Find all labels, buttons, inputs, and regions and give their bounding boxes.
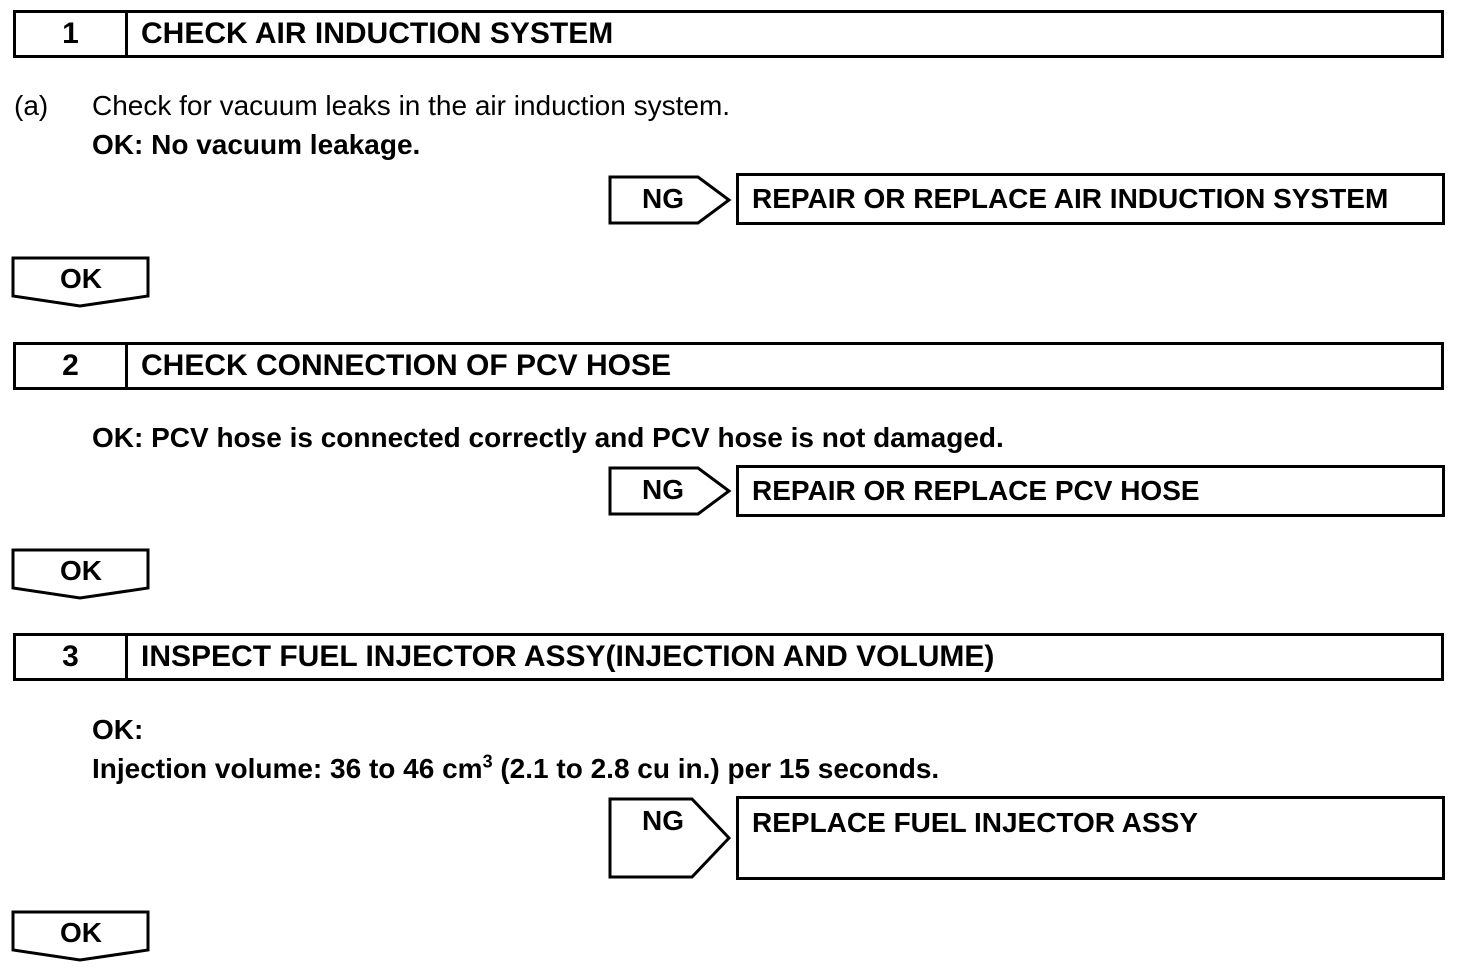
step-3-ng-tag	[608, 797, 732, 879]
step-1-ng-label: NG	[642, 183, 684, 214]
step-3-ng-action: REPLACE FUEL INJECTOR ASSY	[736, 796, 1445, 880]
step-2-number: 2	[16, 345, 128, 387]
step-1-ng-tag	[608, 175, 732, 225]
step-1-ok-label: OK	[60, 263, 102, 294]
step-1-ng-action: REPAIR OR REPLACE AIR INDUCTION SYSTEM	[736, 173, 1445, 225]
step-2-ng-action: REPAIR OR REPLACE PCV HOSE	[736, 465, 1445, 517]
step-3-ok-label: OK	[60, 917, 102, 948]
step-3-spec	[92, 751, 940, 784]
step-3-ok-tag	[11, 910, 151, 962]
step-2-ok-label: OK	[60, 555, 102, 586]
step-3-spec-superscript: 3	[482, 751, 493, 772]
step-3-header	[13, 633, 1444, 681]
step-3-number: 3	[16, 636, 128, 678]
step-3-ok-heading: OK:	[92, 714, 144, 745]
step-1-ok-tag	[11, 256, 151, 308]
step-2-title: CHECK CONNECTION OF PCV HOSE	[141, 349, 672, 382]
step-3-spec-suffix: (2.1 to 2.8 cu in.) per 15 seconds.	[492, 753, 940, 784]
step-3-ng-label: NG	[642, 805, 684, 836]
step-1-header	[13, 10, 1444, 58]
step-1-title: CHECK AIR INDUCTION SYSTEM	[141, 17, 614, 50]
step-1-item-text: Check for vacuum leaks in the air induction system.	[92, 90, 731, 121]
step-2-ok-criteria: OK: PCV hose is connected correctly and PCV hose is not damaged.	[92, 422, 1004, 453]
step-2-ok-tag	[11, 548, 151, 600]
step-3-title: INSPECT FUEL INJECTOR ASSY(INJECTION AND VOLUME)	[141, 640, 995, 673]
step-2-ng-tag	[608, 466, 732, 516]
step-2-ng-label: NG	[642, 474, 684, 505]
step-3-spec-prefix: Injection volume: 36 to 46 cm	[92, 753, 483, 784]
step-1-ok-criteria: OK: No vacuum leakage.	[92, 129, 421, 160]
step-1-item-marker: (a)	[14, 90, 49, 121]
step-2-header	[13, 342, 1444, 390]
step-1-number: 1	[16, 13, 128, 55]
